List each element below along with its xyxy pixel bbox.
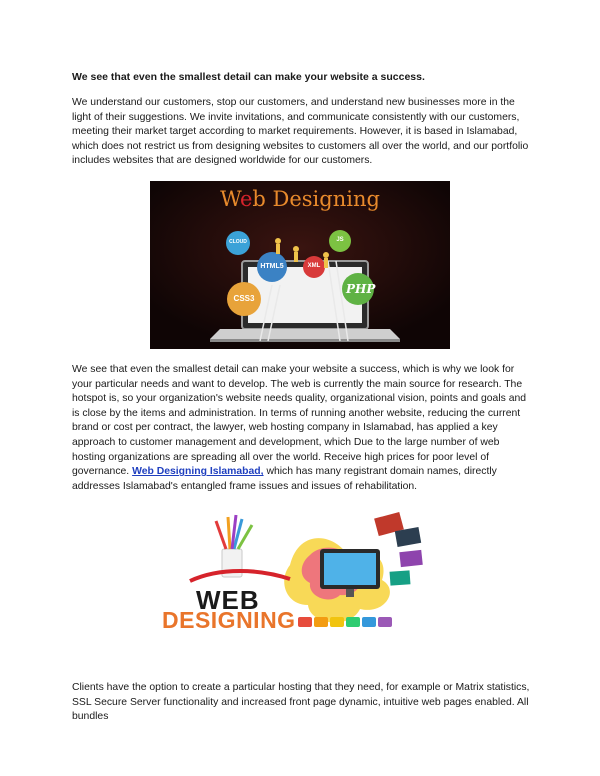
paragraph-intro: We understand our customers, stop our customers, and understand new businesses more in the light of their suggestions. We invite invitations, and communicate consistently with our customers, meeting their market target according to market requirements. However, it is based in Islamabad, which does not restrict us from designing websites to customers all over the world, and our portfolio includes websites that are designed worldwide for our customers. xyxy=(72,97,529,167)
section-heading: We see that even the smallest detail can make your website a success. xyxy=(72,71,425,83)
js-label: JS xyxy=(336,237,344,243)
php-label: PHP xyxy=(346,282,376,296)
cloud-label: CLOUD xyxy=(229,239,247,245)
paragraph-details-tail: which has many registrant domain names, directly addresses Islamabad's entangled frame issues and issues of rehabilitation. xyxy=(72,466,497,492)
paragraph-hosting: Clients have the option to create a particular hosting that they need, for example or Matrix statistics, SSL Secure Server functionality and increased front page dynamic, intuitive web pages enabled. All bundles xyxy=(72,682,530,723)
web-designing-banner xyxy=(150,505,450,655)
paragraph-details-text: We see that even the smallest detail can make your website a success, which is why we look for your particular needs and want to develop. The web is currently the main source for research. The hotspot is, so your organization's website needs quality, organizational vision, points and goals and is close by the items and administration. In terms of running another website, reducing the current brand or cost per contract, the lawyer, web hosting company in Islamabad, has applied a key approach to customer management and development, which Due to the large number of web hosting organizations are spreading all over the world. Receive high prices for poor level of governance. xyxy=(72,364,527,478)
html5-label: HTML5 xyxy=(260,263,284,270)
xml-label: XML xyxy=(307,263,321,269)
css3-label: CSS3 xyxy=(233,294,255,303)
banner-word-designing: DESIGNING xyxy=(162,607,296,633)
web-designing-islamabad-link[interactable]: Web Designing Islamabad, xyxy=(132,466,264,478)
paragraph-details xyxy=(72,363,534,494)
illustration-title: Web Designing xyxy=(220,187,380,211)
banner-word-web: WEB xyxy=(196,585,260,615)
web-designing-illustration xyxy=(150,181,450,349)
